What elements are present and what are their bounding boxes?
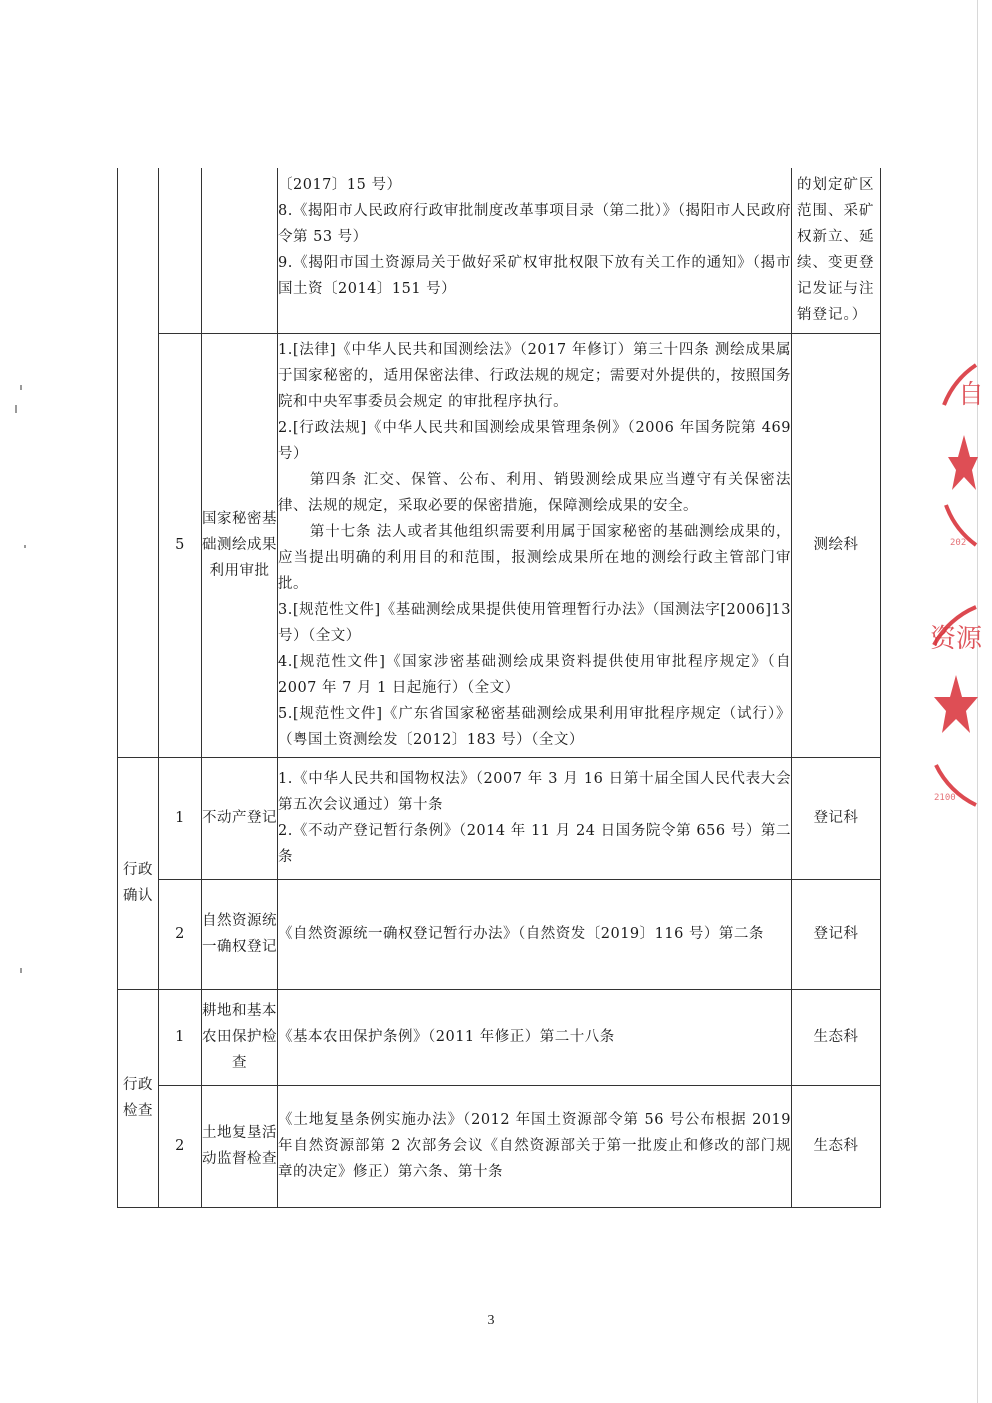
basis-line: 第十七条 法人或者其他组织需要利用属于国家秘密的基础测绘成果的，应当提出明确的利用目的和范围，报测绘成果所在地的测绘行政主管部门审批。 — [278, 524, 791, 592]
index-cell: 1 — [159, 757, 202, 879]
department-cell: 登记科 — [792, 757, 881, 879]
index-cell: 1 — [159, 989, 202, 1085]
department-cell: 生态科 — [792, 1085, 881, 1207]
item-cell: 土地复垦活动监督检查 — [202, 1085, 278, 1207]
legal-basis-cell — [278, 879, 792, 989]
basis-line: 4.[规范性文件]《国家涉密基础测绘成果资料提供使用审批程序规定》（自 2007 年 7 月 1 日起施行）（全文） — [278, 654, 791, 696]
index-cell: 5 — [159, 333, 202, 757]
basis-line: 5.[规范性文件]《广东省国家秘密基础测绘成果利用审批程序规定（试行）》（粤国土资测绘发〔2012〕183 号）（全文） — [278, 706, 791, 748]
table-row — [118, 879, 881, 989]
legal-basis-cell — [278, 333, 792, 757]
item-cell: 耕地和基本农田保护检查 — [202, 989, 278, 1085]
department-cell: 的划定矿区范围、采矿权新立、延续、变更登记发证与注销登记。） — [792, 168, 881, 333]
basis-line: 《土地复垦条例实施办法》（2012 年国土资源部令第 56 号公布根据 2019 年自然资源部第 2 次部务会议《自然资源部关于第一批废止和修改的部门规章的决定》修正）第六条、第十条 — [278, 1112, 791, 1180]
legal-basis-cell — [278, 989, 792, 1085]
category-cell-continued — [118, 168, 159, 757]
table-row — [118, 989, 881, 1085]
index-cell: 2 — [159, 879, 202, 989]
table-row — [118, 1085, 881, 1207]
basis-line: 8.《揭阳市人民政府行政审批制度改革事项目录（第二批）》（揭阳市人民政府令第 53 号） — [278, 203, 791, 245]
scan-speck — [15, 405, 17, 413]
category-cell: 行政确认 — [118, 757, 159, 989]
seal-text-top: 自 — [958, 380, 985, 410]
table-row — [118, 757, 881, 879]
item-cell — [202, 168, 278, 333]
basis-line: 9.《揭阳市国土资源局关于做好采矿权审批权限下放有关工作的通知》（揭市国土资〔2014〕151 号） — [278, 255, 791, 297]
seal-code-a: 202 — [950, 538, 967, 548]
index-cell: 2 — [159, 1085, 202, 1207]
basis-line: 2.《不动产登记暂行条例》（2014 年 11 月 24 日国务院令第 656 号）第二条 — [278, 823, 791, 865]
scan-speck — [20, 385, 22, 390]
official-seal-stamp — [924, 345, 985, 815]
basis-line: 〔2017〕15 号） — [278, 177, 402, 193]
table-row — [118, 333, 881, 757]
basis-line: 《基本农田保护条例》（2011 年修正）第二十八条 — [278, 1029, 615, 1045]
scan-speck — [24, 545, 26, 548]
basis-line: 3.[规范性文件]《基础测绘成果提供使用管理暂行办法》（国测法字[2006]13 号）（全文） — [278, 602, 791, 644]
basis-line: 1.《中华人民共和国物权法》（2007 年 3 月 16 日第十届全国人民代表大会第五次会议通过）第十条 — [278, 771, 791, 813]
basis-line: 《自然资源统一确权登记暂行办法》（自然资发〔2019〕116 号）第二条 — [278, 926, 764, 942]
index-cell — [159, 168, 202, 333]
department-cell: 生态科 — [792, 989, 881, 1085]
department-cell: 测绘科 — [792, 333, 881, 757]
category-cell: 行政检查 — [118, 989, 159, 1207]
item-cell: 自然资源统一确权登记 — [202, 879, 278, 989]
seal-text-mid: 资源 — [930, 624, 983, 654]
legal-basis-cell — [278, 757, 792, 879]
basis-line: 1.[法律]《中华人民共和国测绘法》（2017 年修订）第三十四条 测绘成果属于国家秘密的，适用保密法律、行政法规的规定；需要对外提供的，按照国务院和中央军事委员会规定 的审批程序执行。 — [278, 342, 791, 410]
page-number: 3 — [487, 1313, 495, 1328]
item-cell: 不动产登记 — [202, 757, 278, 879]
legal-basis-cell — [278, 1085, 792, 1207]
basis-line: 第四条 汇交、保管、公布、利用、销毁测绘成果应当遵守有关保密法律、法规的规定，采取必要的保密措施，保障测绘成果的安全。 — [278, 472, 791, 514]
seal-star-icon — [934, 675, 978, 733]
item-cell: 国家秘密基础测绘成果利用审批 — [202, 333, 278, 757]
seal-star-icon — [948, 435, 978, 490]
table-row — [118, 168, 881, 333]
basis-line: 2.[行政法规]《中华人民共和国测绘成果管理条例》（2006 年国务院第 469 号） — [278, 420, 791, 462]
legal-basis-cell — [278, 168, 792, 333]
approval-items-table — [117, 168, 881, 1208]
department-cell: 登记科 — [792, 879, 881, 989]
scan-speck — [20, 968, 22, 973]
seal-code-b: 2100 — [934, 793, 956, 803]
